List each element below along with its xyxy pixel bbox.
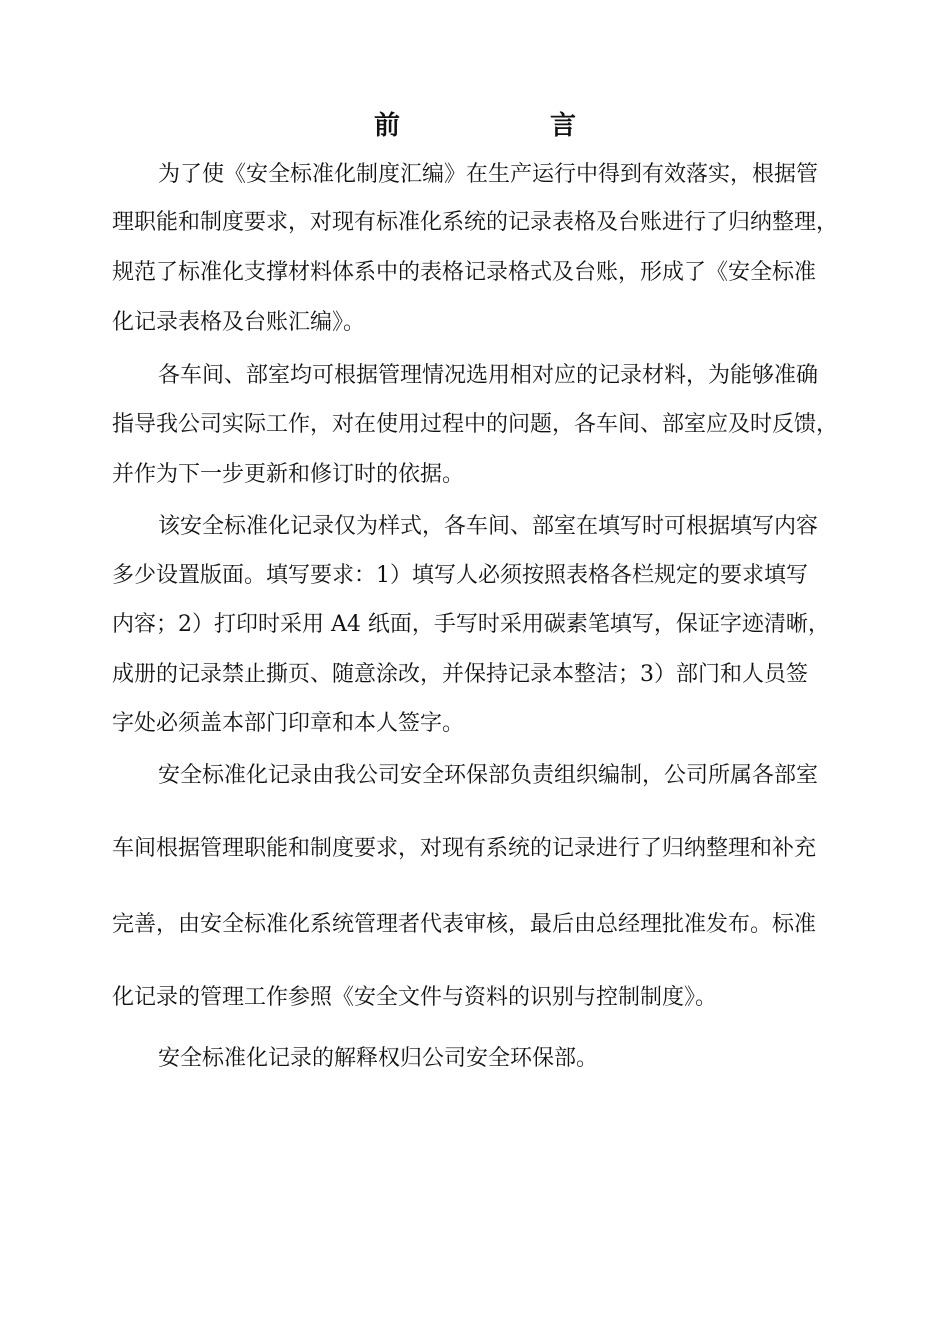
paragraph-2-line-2: 指导我公司实际工作，对在使用过程中的问题，各车间、部室应及时反馈， bbox=[112, 412, 839, 437]
paragraph-2-line-1: 各车间、部室均可根据管理情况选用相对应的记录材料，为能够准确 bbox=[158, 363, 819, 388]
paragraph-4-line-4: 化记录的管理工作参照《安全文件与资料的识别与控制制度》。 bbox=[112, 985, 718, 1010]
paragraph-1-line-2: 理职能和制度要求，对现有标准化系统的记录表格及台账进行了归纳整理， bbox=[112, 210, 839, 235]
paragraph-3-line-2: 多少设置版面。填写要求：1）填写人必须按照表格各栏规定的要求填写 bbox=[112, 563, 808, 588]
paragraph-5-line-1: 安全标准化记录的解释权归公司安全环保部。 bbox=[158, 1046, 599, 1071]
paragraph-3-line-5: 字处必须盖本部门印章和本人签字。 bbox=[112, 711, 465, 736]
paragraph-1-line-3: 规范了标准化支撑材料体系中的表格记录格式及台账，形成了《安全标准 bbox=[112, 260, 817, 285]
paragraph-1-line-4: 化记录表格及台账汇编》。 bbox=[112, 310, 366, 335]
paragraph-2-line-3: 并作为下一步更新和修订时的依据。 bbox=[112, 462, 465, 487]
paragraph-3-line-4: 成册的记录禁止撕页、随意涂改，并保持记录本整洁；3）部门和人员签 bbox=[112, 662, 808, 687]
paragraph-4-line-1: 安全标准化记录由我公司安全环保部负责组织编制，公司所属各部室 bbox=[158, 763, 819, 788]
paragraph-4-line-3: 完善，由安全标准化系统管理者代表审核，最后由总经理批准发布。标准 bbox=[112, 912, 817, 937]
page-title: 前 言 bbox=[373, 111, 638, 141]
paragraph-3-line-1: 该安全标准化记录仅为样式，各车间、部室在填写时可根据填写内容 bbox=[158, 514, 819, 539]
paragraph-1-line-1: 为了使《安全标准化制度汇编》在生产运行中得到有效落实，根据管 bbox=[158, 162, 819, 187]
paragraph-4-line-2: 车间根据管理职能和制度要求，对现有系统的记录进行了归纳整理和补充 bbox=[112, 836, 817, 861]
paragraph-3-line-3: 内容；2）打印时采用 A4 纸面，手写时采用碳素笔填写，保证字迹清晰， bbox=[112, 612, 830, 637]
